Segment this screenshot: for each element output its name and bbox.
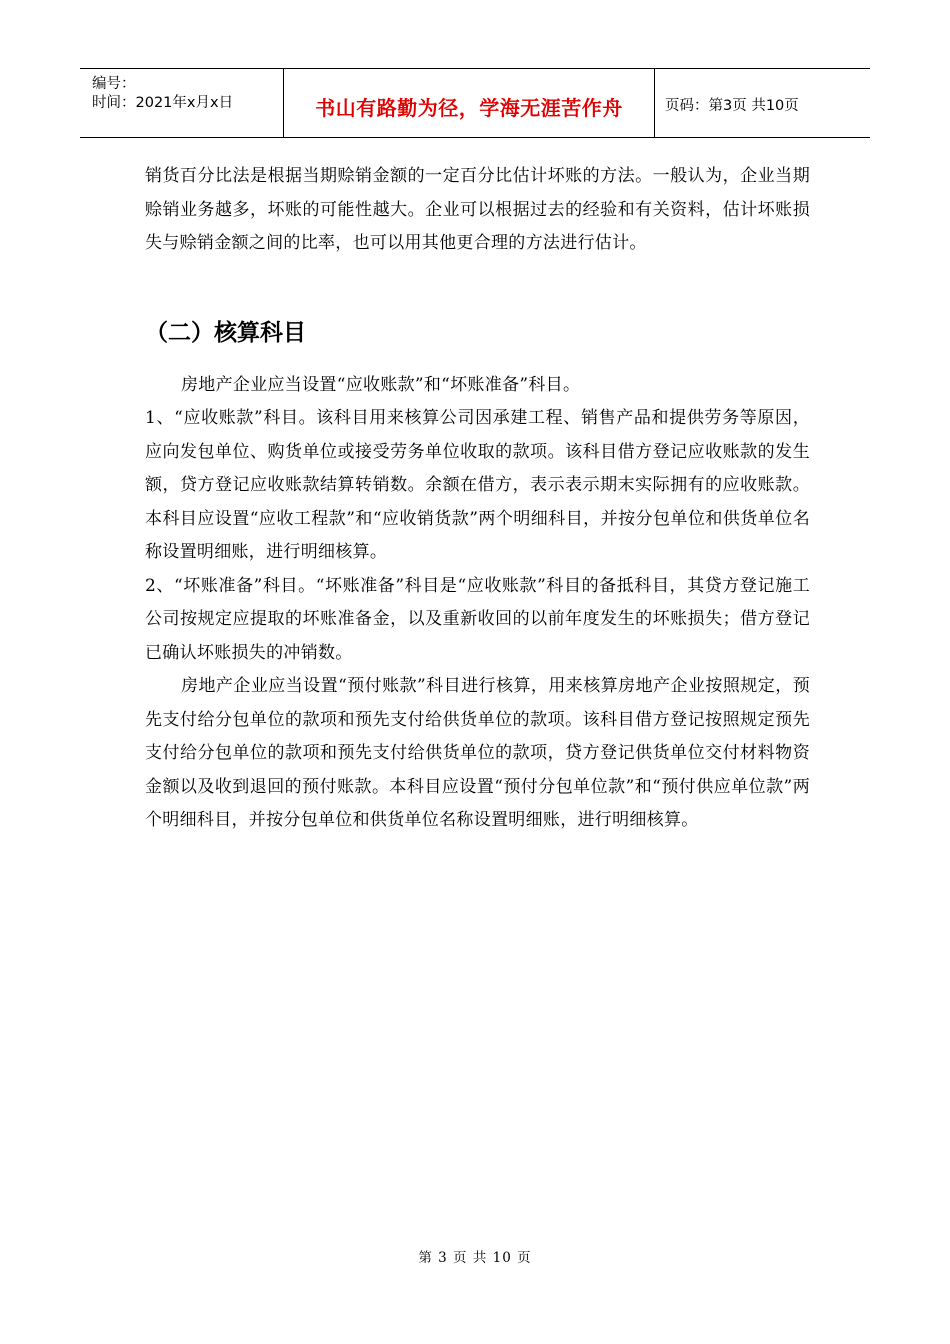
page-footer: 第 3 页 共 10 页 (418, 1250, 532, 1266)
header-meta (80, 69, 283, 137)
document-body (145, 160, 810, 838)
page-header (80, 68, 870, 138)
paragraph-prepayments: 房地产企业应当设置“预付账款”科目进行核算，用来核算房地产企业按照规定，预先支付给分包单位的款项和预先支付给供货单位的款项。该科目借方登记按照规定预先支付给分包单位的款项和预先支付给供货单位的款项，贷方登记供货单位交付材料物资金额以及收到退回的预付账款。本科目应设置“预付分包单位款”和“预付供应单位款”两个明细科目，并按分包单位和供货单位名称设置明细账，进行明细核算。 (145, 676, 810, 830)
document-time-label: 时间：2021年x月x日 (92, 95, 234, 111)
intro-paragraph: 销货百分比法是根据当期赊销金额的一定百分比估计坏账的方法。一般认为，企业当期赊销业务越多，坏账的可能性越大。企业可以根据过去的经验和有关资料，估计坏账损失与赊销金额之间的比率，也可以用其他更合理的方法进行估计。 (145, 166, 810, 253)
paragraph-accounts-setup: 房地产企业应当设置“应收账款”和“坏账准备”科目。 (181, 374, 581, 395)
header-motto: 书山有路勤为径，学海无涯苦作舟 (283, 69, 655, 137)
list-item-receivables: 1、“应收账款”科目。该科目用来核算公司因承建工程、销售产品和提供劳务等原因，应向发包单位、购货单位或接受劳务单位收取的款项。该科目借方登记应收账款的发生额，贷方登记应收账款结算转销数。余额在借方，表示表示期末实际拥有的应收账款。本科目应设置“应收工程款”和“应收销货款”两个明细科目，并按分包单位和供货单位名称设置明细账，进行明细核算。 (145, 408, 810, 562)
header-page-label: 页码：第3页 共10页 (665, 97, 799, 114)
document-number-label: 编号： (92, 76, 136, 92)
section-heading: （二）核算科目 (145, 319, 306, 346)
list-item-bad-debt-reserve: 2、“坏账准备”科目。“坏账准备”科目是“应收账款”科目的备抵科目，其贷方登记施工公司按规定应提取的坏账准备金，以及重新收回的以前年度发生的坏账损失；借方登记已确认坏账损失的冲销数。 (145, 575, 810, 663)
